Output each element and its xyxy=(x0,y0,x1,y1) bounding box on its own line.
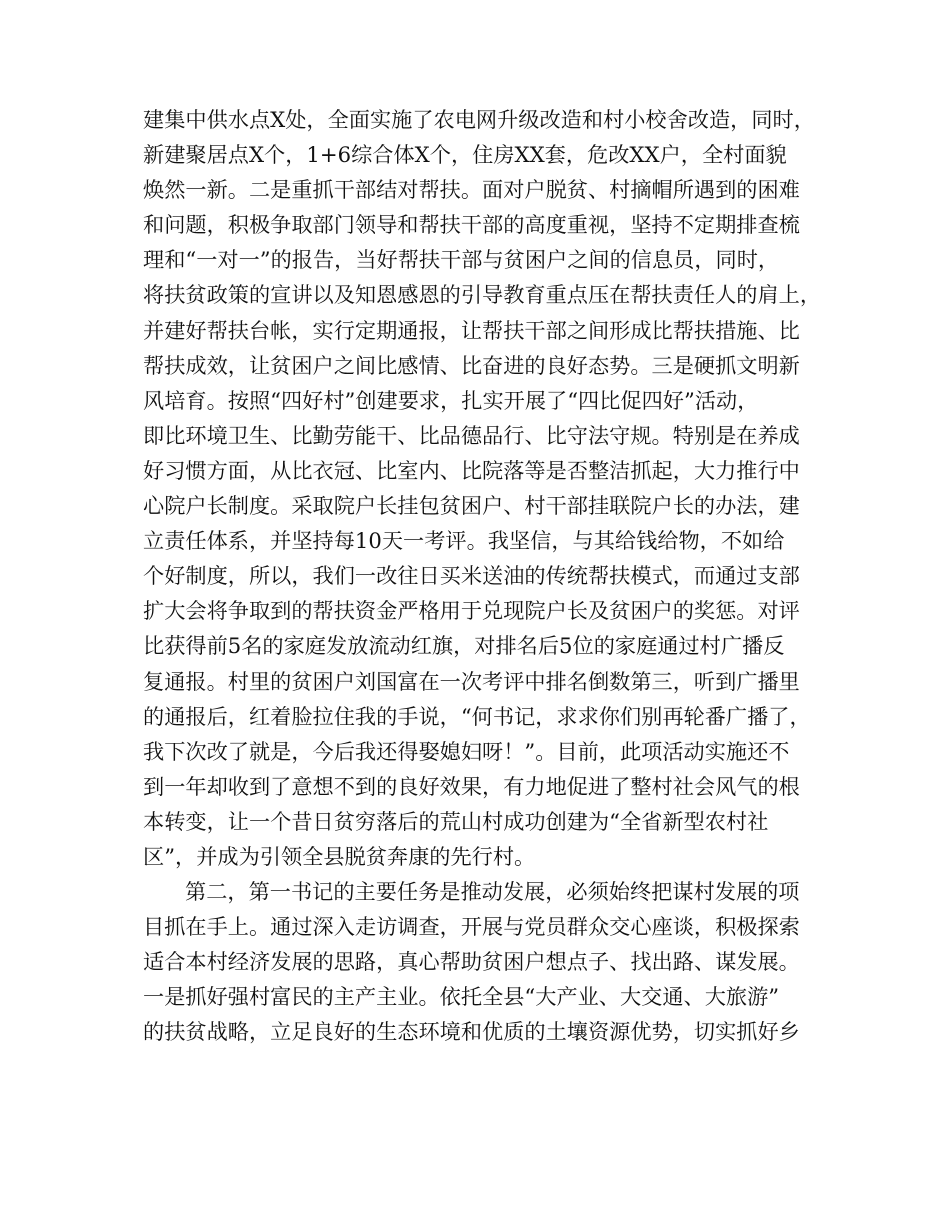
text-line: 比获得前5名的家庭发放流动红旗，对排名后5位的家庭通过村广播反 xyxy=(143,633,785,659)
text-line: 的通报后，红着脸拉住我的手说，“何书记，求求你们别再轮番广播了， xyxy=(143,703,811,729)
text-line: 好习惯方面，从比衣冠、比室内、比院落等是否整洁抓起，大力推行中 xyxy=(143,457,800,483)
text-line: 新建聚居点X个，1+6综合体X个，住房XX套，危改XX户，全村面貌 xyxy=(143,142,787,168)
text-line: 扩大会将争取到的帮扶资金严格用于兑现院户长及贫困户的奖惩。对评 xyxy=(143,598,800,624)
text-line: 我下次改了就是，今后我还得娶媳妇呀！”。目前，此项活动实施还不 xyxy=(143,738,790,764)
text-line: 区”，并成为引领全县脱贫奔康的先行村。 xyxy=(143,843,536,869)
text-line: 一是抓好强村富民的主产主业。依托全县“大产业、大交通、大旅游” xyxy=(143,984,780,1010)
text-line: 即比环境卫生、比勤劳能干、比品德品行、比守法守规。特别是在养成 xyxy=(143,422,800,448)
text-line: 个好制度，所以，我们一改往日买米送油的传统帮扶模式，而通过支部 xyxy=(143,563,800,589)
text-line: 理和“一对一”的报告，当好帮扶干部与贫困户之间的信息员，同时， xyxy=(143,247,780,273)
text-line: 心院户长制度。采取院户长挂包贫困户、村干部挂联院户长的办法，建 xyxy=(143,493,800,519)
text-line: 立责任体系，并坚持每10天一考评。我坚信，与其给钱给物，不如给 xyxy=(143,528,785,554)
text-line: 复通报。村里的贫困户刘国富在一次考评中排名倒数第三，听到广播里 xyxy=(143,668,800,694)
text-line: 将扶贫政策的宣讲以及知恩感恩的引导教育重点压在帮扶责任人的肩上， xyxy=(143,282,822,308)
paragraph-1 xyxy=(143,102,833,874)
paragraph-2 xyxy=(143,874,833,1049)
document-body xyxy=(143,102,833,1050)
text-line: 的扶贫战略，立足良好的生态环境和优质的土壤资源优势，切实抓好乡 xyxy=(143,1019,800,1045)
text-line: 第二，第一书记的主要任务是推动发展，必须始终把谋村发展的项 xyxy=(185,879,800,905)
text-line: 适合本村经济发展的思路，真心帮助贫困户想点子、找出路、谋发展。 xyxy=(143,949,800,975)
text-line: 焕然一新。二是重抓干部结对帮扶。面对户脱贫、村摘帽所遇到的困难 xyxy=(143,177,800,203)
text-line: 和问题，积极争取部门领导和帮扶干部的高度重视，坚持不定期排查梳 xyxy=(143,212,800,238)
text-line: 目抓在手上。通过深入走访调查，开展与党员群众交心座谈，积极探索 xyxy=(143,914,800,940)
text-line: 并建好帮扶台帐，实行定期通报，让帮扶干部之间形成比帮扶措施、比 xyxy=(143,317,800,343)
text-line: 到一年却收到了意想不到的良好效果，有力地促进了整村社会风气的根 xyxy=(143,773,800,799)
text-line: 风培育。按照“四好村”创建要求，扎实开展了“四比促四好”活动， xyxy=(143,387,759,413)
text-line: 帮扶成效，让贫困户之间比感情、比奋进的良好态势。三是硬抓文明新 xyxy=(143,352,800,378)
text-line: 建集中供水点X处，全面实施了农电网升级改造和村小校舍改造，同时， xyxy=(143,107,815,132)
text-line: 本转变，让一个昔日贫穷落后的荒山村成功创建为“全省新型农村社 xyxy=(143,808,769,834)
